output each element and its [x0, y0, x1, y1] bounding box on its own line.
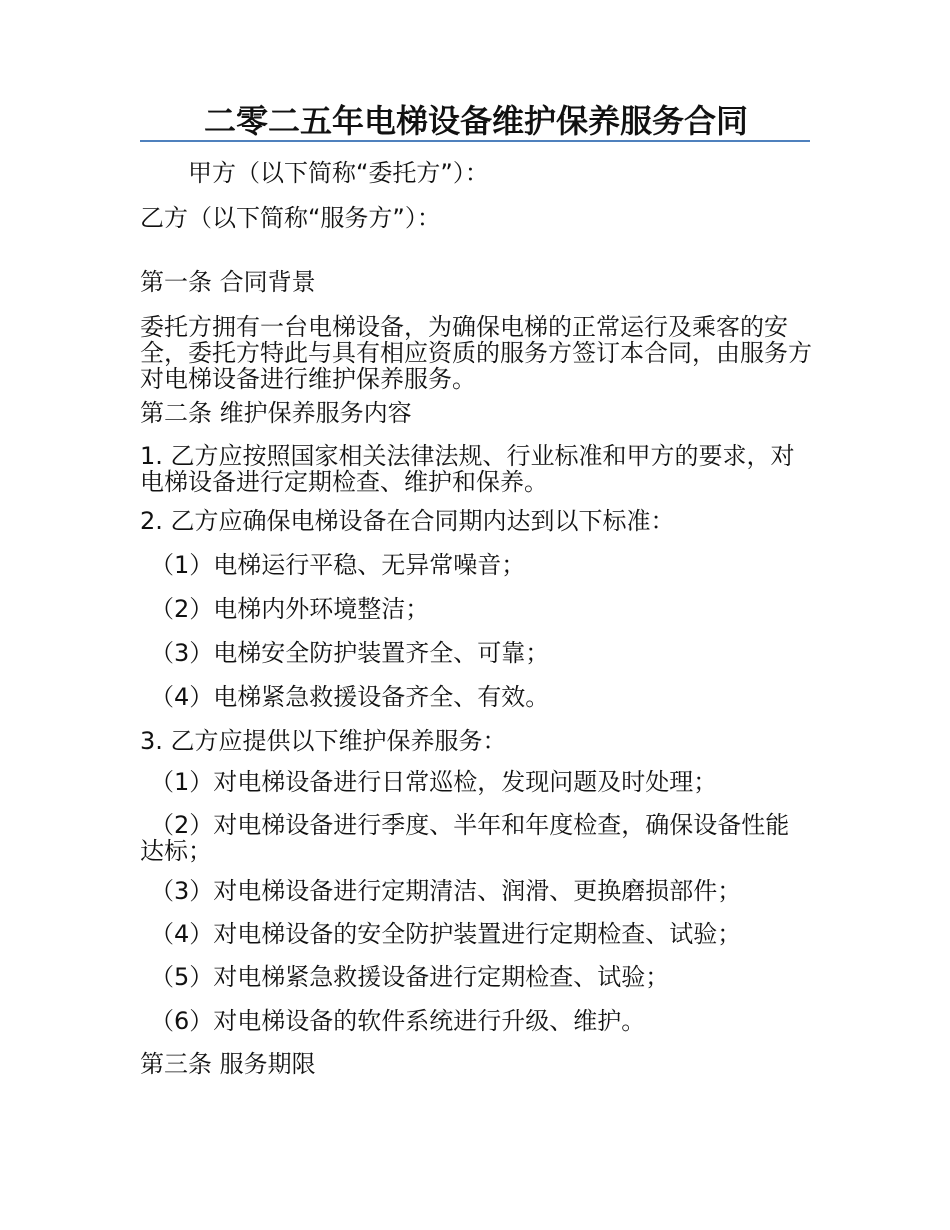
- article2-heading: 第二条 维护保养服务内容: [140, 399, 412, 427]
- party-b-line: 乙方（以下简称“服务方”）：: [140, 204, 441, 232]
- document-title: 二零二五年电梯设备维护保养服务合同: [204, 102, 749, 140]
- document-title-block: [140, 102, 810, 142]
- service-item: （6）对电梯设备的软件系统进行升级、维护。: [150, 1007, 646, 1035]
- service-item: （3）对电梯设备进行定期清洁、润滑、更换磨损部件；: [150, 877, 742, 905]
- standard-item: （4）电梯紧急救援设备齐全、有效。: [150, 683, 550, 711]
- party-a-line: 甲方（以下简称“委托方”）：: [188, 159, 489, 187]
- service-item: （1）对电梯设备进行日常巡检，发现问题及时处理；: [150, 768, 718, 796]
- article2-paragraph-3: 3. 乙方应提供以下维护保养服务：: [140, 727, 507, 755]
- standard-item: （3）电梯安全防护装置齐全、可靠；: [150, 639, 550, 667]
- article2-paragraph-2: 2. 乙方应确保电梯设备在合同期内达到以下标准：: [140, 507, 675, 535]
- service-item: （4）对电梯设备的安全防护装置进行定期检查、试验；: [150, 920, 742, 948]
- article1-body: 委托方拥有一台电梯设备，为确保电梯的正常运行及乘客的安全，委托方特此与具有相应资质的服务方签订本合同，由服务方对电梯设备进行维护保养服务。: [140, 313, 812, 393]
- service-item: （2）对电梯设备进行季度、半年和年度检查，确保设备性能达标；: [140, 811, 790, 865]
- standard-item: （2）电梯内外环境整洁；: [150, 595, 430, 623]
- article2-paragraph-1: 1. 乙方应按照国家相关法律法规、行业标准和甲方的要求，对电梯设备进行定期检查、维护和保养。: [140, 442, 795, 496]
- article3-heading: 第三条 服务期限: [140, 1050, 316, 1078]
- service-item: （5）对电梯紧急救援设备进行定期检查、试验；: [150, 963, 670, 991]
- article1-heading: 第一条 合同背景: [140, 268, 316, 296]
- standard-item: （1）电梯运行平稳、无异常噪音；: [150, 551, 526, 579]
